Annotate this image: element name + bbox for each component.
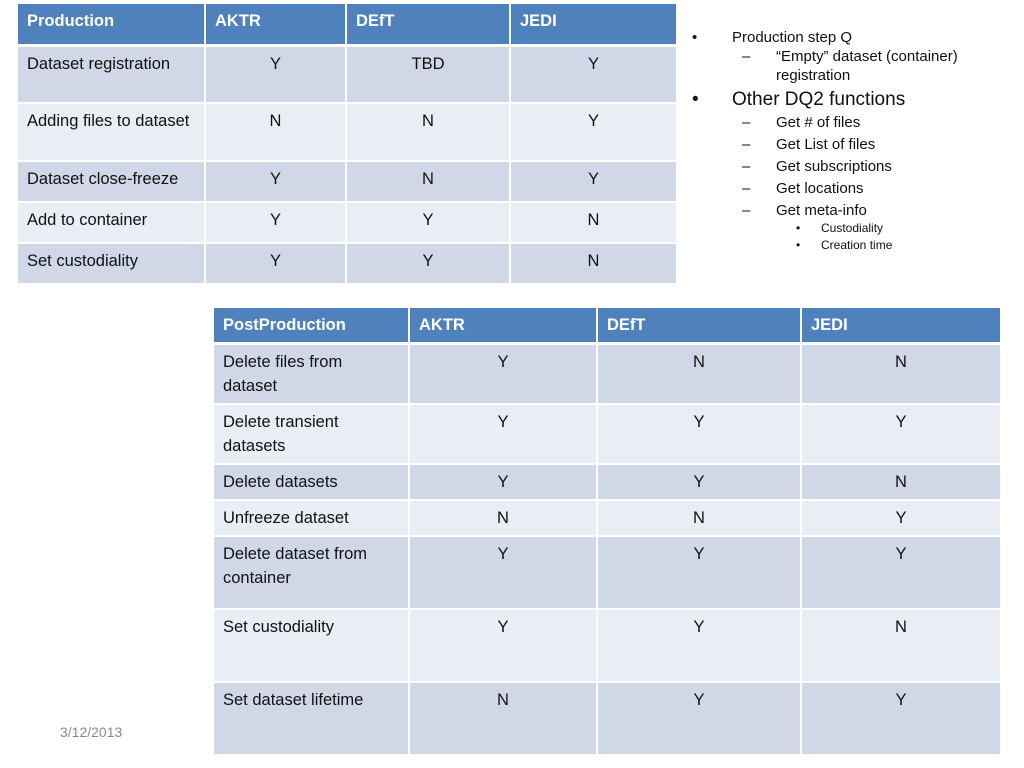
header-jedi: JEDI bbox=[510, 3, 677, 45]
cell-deft: Y bbox=[346, 202, 510, 243]
dash-icon: – bbox=[742, 114, 751, 131]
cell-aktr: Y bbox=[409, 404, 597, 464]
row-label: Adding files to dataset bbox=[17, 103, 205, 161]
header-postproduction: PostProduction bbox=[213, 307, 409, 344]
header-deft: DEfT bbox=[346, 3, 510, 45]
table-row bbox=[17, 45, 677, 103]
cell-aktr: Y bbox=[205, 45, 346, 103]
cell-jedi: N bbox=[510, 243, 677, 284]
cell-deft: Y bbox=[597, 464, 801, 500]
slide-date: 3/12/2013 bbox=[60, 724, 123, 740]
row-label: Delete transient datasets bbox=[213, 404, 409, 464]
cell-aktr: Y bbox=[205, 202, 346, 243]
bullet-subitem: – Get # of files bbox=[742, 114, 861, 131]
bullet-dot-icon: • bbox=[796, 221, 801, 235]
row-label: Add to container bbox=[17, 202, 205, 243]
cell-jedi: N bbox=[801, 344, 1001, 405]
bullet-subitem: – Get List of files bbox=[742, 136, 876, 153]
table-row bbox=[17, 202, 677, 243]
bullet-dot-icon: • bbox=[796, 238, 801, 252]
cell-deft: Y bbox=[346, 243, 510, 284]
cell-aktr: Y bbox=[409, 464, 597, 500]
table-row bbox=[17, 103, 677, 161]
cell-aktr: N bbox=[205, 103, 346, 161]
row-label: Delete datasets bbox=[213, 464, 409, 500]
bullet-dot-icon: • bbox=[692, 29, 698, 46]
cell-deft: Y bbox=[597, 536, 801, 609]
cell-jedi: Y bbox=[801, 500, 1001, 536]
dash-icon: – bbox=[742, 48, 751, 65]
bullet-list bbox=[692, 28, 1012, 254]
row-label: Unfreeze dataset bbox=[213, 500, 409, 536]
cell-jedi: N bbox=[510, 202, 677, 243]
table-row bbox=[213, 404, 1001, 464]
bullet-subsubitem: • Custodiality bbox=[796, 221, 884, 235]
cell-aktr: Y bbox=[409, 609, 597, 682]
cell-jedi: Y bbox=[801, 404, 1001, 464]
bullet-subitem: – Get subscriptions bbox=[742, 158, 892, 175]
cell-jedi: N bbox=[801, 609, 1001, 682]
cell-jedi: Y bbox=[510, 45, 677, 103]
cell-aktr: Y bbox=[409, 536, 597, 609]
cell-deft: N bbox=[597, 500, 801, 536]
cell-jedi: N bbox=[801, 464, 1001, 500]
header-deft: DEfT bbox=[597, 307, 801, 344]
table-row bbox=[213, 464, 1001, 500]
bullet-subitem: – Get locations bbox=[742, 180, 864, 197]
bullet-subsubitem: • Creation time bbox=[796, 238, 893, 252]
table-row bbox=[17, 243, 677, 284]
cell-deft: Y bbox=[597, 404, 801, 464]
cell-aktr: N bbox=[409, 500, 597, 536]
row-label: Set dataset lifetime bbox=[213, 682, 409, 755]
dash-icon: – bbox=[742, 158, 751, 175]
row-label: Set custodiality bbox=[213, 609, 409, 682]
row-label: Delete dataset from container bbox=[213, 536, 409, 609]
cell-jedi: Y bbox=[801, 682, 1001, 755]
cell-jedi: Y bbox=[801, 536, 1001, 609]
bullet-dot-icon: • bbox=[692, 89, 699, 110]
cell-deft: N bbox=[346, 103, 510, 161]
bullet-item: • Other DQ2 functions bbox=[692, 89, 906, 110]
cell-deft: N bbox=[346, 161, 510, 202]
header-jedi: JEDI bbox=[801, 307, 1001, 344]
table-row bbox=[17, 161, 677, 202]
cell-deft: N bbox=[597, 344, 801, 405]
bullet-item: • Production step Q bbox=[692, 29, 853, 46]
bullet-subitem: – Get meta-info bbox=[742, 202, 867, 219]
postproduction-table bbox=[212, 306, 1002, 756]
cell-aktr: Y bbox=[409, 344, 597, 405]
table-row bbox=[213, 682, 1001, 755]
header-aktr: AKTR bbox=[205, 3, 346, 45]
cell-deft: TBD bbox=[346, 45, 510, 103]
row-label: Dataset registration bbox=[17, 45, 205, 103]
dash-icon: – bbox=[742, 180, 751, 197]
bullet-subitem: – “Empty” dataset (container) registration bbox=[742, 48, 958, 84]
cell-aktr: N bbox=[409, 682, 597, 755]
cell-deft: Y bbox=[597, 609, 801, 682]
cell-aktr: Y bbox=[205, 161, 346, 202]
row-label: Set custodiality bbox=[17, 243, 205, 284]
header-aktr: AKTR bbox=[409, 307, 597, 344]
table-row bbox=[213, 500, 1001, 536]
production-table bbox=[16, 2, 678, 285]
dash-icon: – bbox=[742, 202, 751, 219]
cell-aktr: Y bbox=[205, 243, 346, 284]
dash-icon: – bbox=[742, 136, 751, 153]
table-row bbox=[213, 536, 1001, 609]
table-row bbox=[213, 344, 1001, 405]
cell-deft: Y bbox=[597, 682, 801, 755]
row-label: Dataset close-freeze bbox=[17, 161, 205, 202]
header-production: Production bbox=[17, 3, 205, 45]
cell-jedi: Y bbox=[510, 161, 677, 202]
table-row bbox=[213, 609, 1001, 682]
row-label: Delete files from dataset bbox=[213, 344, 409, 405]
cell-jedi: Y bbox=[510, 103, 677, 161]
